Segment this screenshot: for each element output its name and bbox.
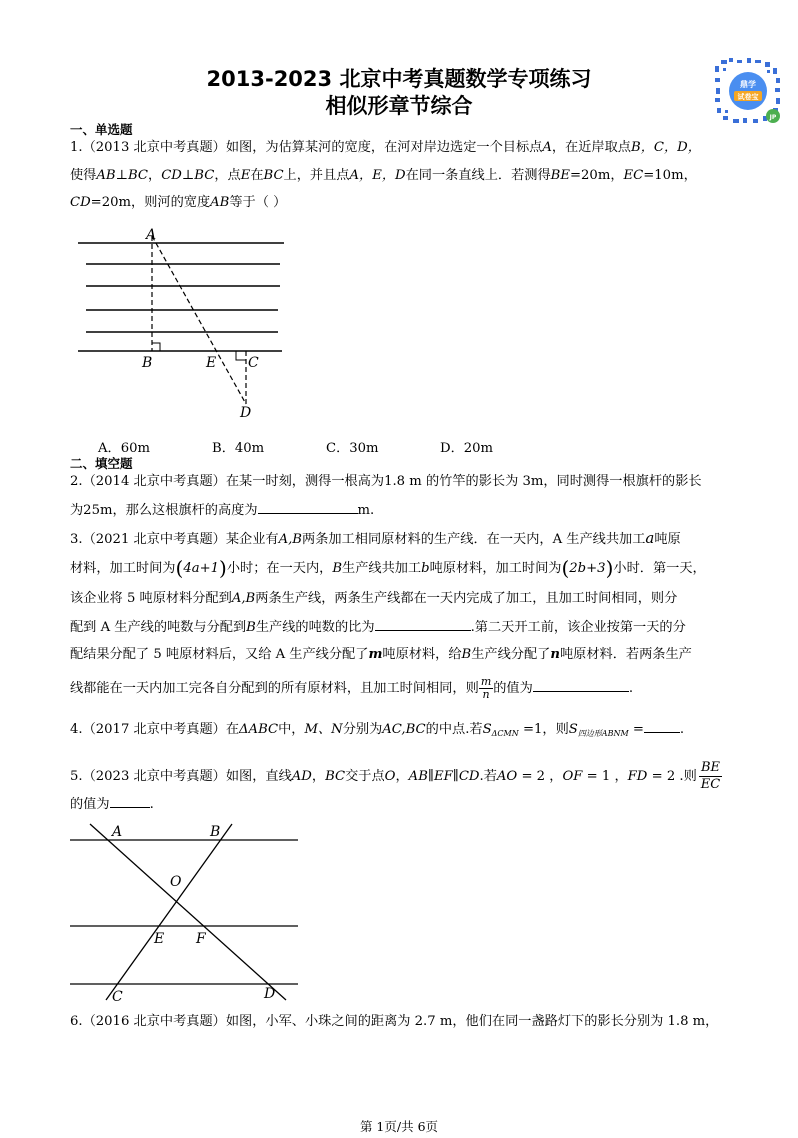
choice-b: B．40m (212, 441, 265, 456)
q5-line2: 的值为 . (70, 797, 154, 812)
point-label-E: E (154, 931, 165, 947)
choice-d: D．20m (440, 441, 494, 456)
parallel-lines-figure (70, 818, 302, 1004)
choice-a: A．60m (98, 441, 150, 456)
river-figure (78, 222, 288, 422)
point-label-D: D (264, 986, 276, 1002)
q6-line1: 6.（2016 北京中考真题）如图，小军、小珠之间的距离为 2.7 m，他们在同一盏路灯下的影长分别为 1.8 m， (70, 1014, 719, 1029)
point-label-B: B (142, 355, 153, 371)
page-title: 2013-2023 北京中考真题数学专项练习 (206, 67, 592, 91)
q1-line1: 1.（2013 北京中考真题）如图，为估算某河的宽度，在河对岸边选定一个目标点A，在近岸取点B，C，D， (70, 140, 701, 155)
q5-line1: 5.（2023 北京中考真题）如图，直线AD，BC交于点O，AB∥EF∥CD.若AO = 2 ，OF = 1 ，FD = 2 .则 $\frac{BE}{EC}$ (70, 760, 721, 792)
q3-line5: 配结果分配了 5 吨原材料后，又给 A 生产线分配了m吨原材料，给B生产线分配了n吨原材料．若两条生产 (70, 647, 692, 662)
page-footer: 第 1页/共 6页 (359, 1119, 439, 1134)
q1-line3: CD=20m，则河的宽度AB等于（ ） (70, 195, 287, 210)
q2-line2: 为25m，那么这根旗杆的高度为 m. (70, 503, 375, 518)
badge-text-1: 鼎学 (740, 80, 756, 89)
choice-c: C．30m (326, 441, 379, 456)
point-label-F: F (196, 931, 206, 947)
q3-line1: 3.（2021 北京中考真题）某企业有A,B两条加工相同原材料的生产线．在一天内，A 生产线共加工a吨原 (70, 529, 681, 547)
badge-corner: JP (769, 114, 777, 121)
point-label-A: A (146, 227, 157, 243)
point-label-A: A (112, 824, 123, 840)
q3-line6: 线都能在一天内加工完各自分配到的所有原材料，且加工时间相同，则 $\frac{m}{n}$ 的值为 . (70, 675, 634, 701)
q3-line4: 配到 A 生产线的吨数与分配到B生产线的吨数的比为 .第二天开工前，该企业按第一天的分 (70, 620, 686, 635)
point-label-C: C (112, 989, 123, 1004)
qr-badge-icon (713, 56, 783, 126)
q2-line1: 2.（2014 北京中考真题）在某一时刻，测得一根高为1.8 m 的竹竿的影长为 3m，同时测得一根旗杆的影长 (70, 474, 702, 489)
point-label-B: B (210, 824, 221, 840)
point-label-C: C (248, 355, 259, 371)
q4-line1: 4.（2017 北京中考真题）在ΔABC中，M、N分别为AC,BC的中点.若$S_{\Delta CMN} =1$，则$S_{四边形ABNM}$ = . (70, 722, 685, 738)
q3-line3: 该企业将 5 吨原材料分配到A,B两条生产线，两条生产线都在一天内完成了加工，且加工时间相同，则分 (70, 591, 678, 606)
page-subtitle: 相似形章节综合 (325, 94, 473, 118)
point-label-O: O (170, 874, 182, 890)
q1-line2: 使得AB⊥BC，CD⊥BC，点E在BC上，并且点A，E，D在同一条直线上．若测得BE=20m，EC=10m， (70, 168, 697, 183)
section-heading: 二、填空题 (70, 456, 133, 471)
point-label-D: D (240, 405, 252, 421)
q3-line2: 材料，加工时间为(4a+1)小时；在一天内，B生产线共加工b吨原材料，加工时间为(2b+3)小时．第一天， (70, 556, 706, 580)
section-heading: 一、单选题 (70, 122, 133, 137)
point-label-E: E (206, 355, 217, 371)
badge-text-2: 试卷宝 (737, 93, 759, 101)
